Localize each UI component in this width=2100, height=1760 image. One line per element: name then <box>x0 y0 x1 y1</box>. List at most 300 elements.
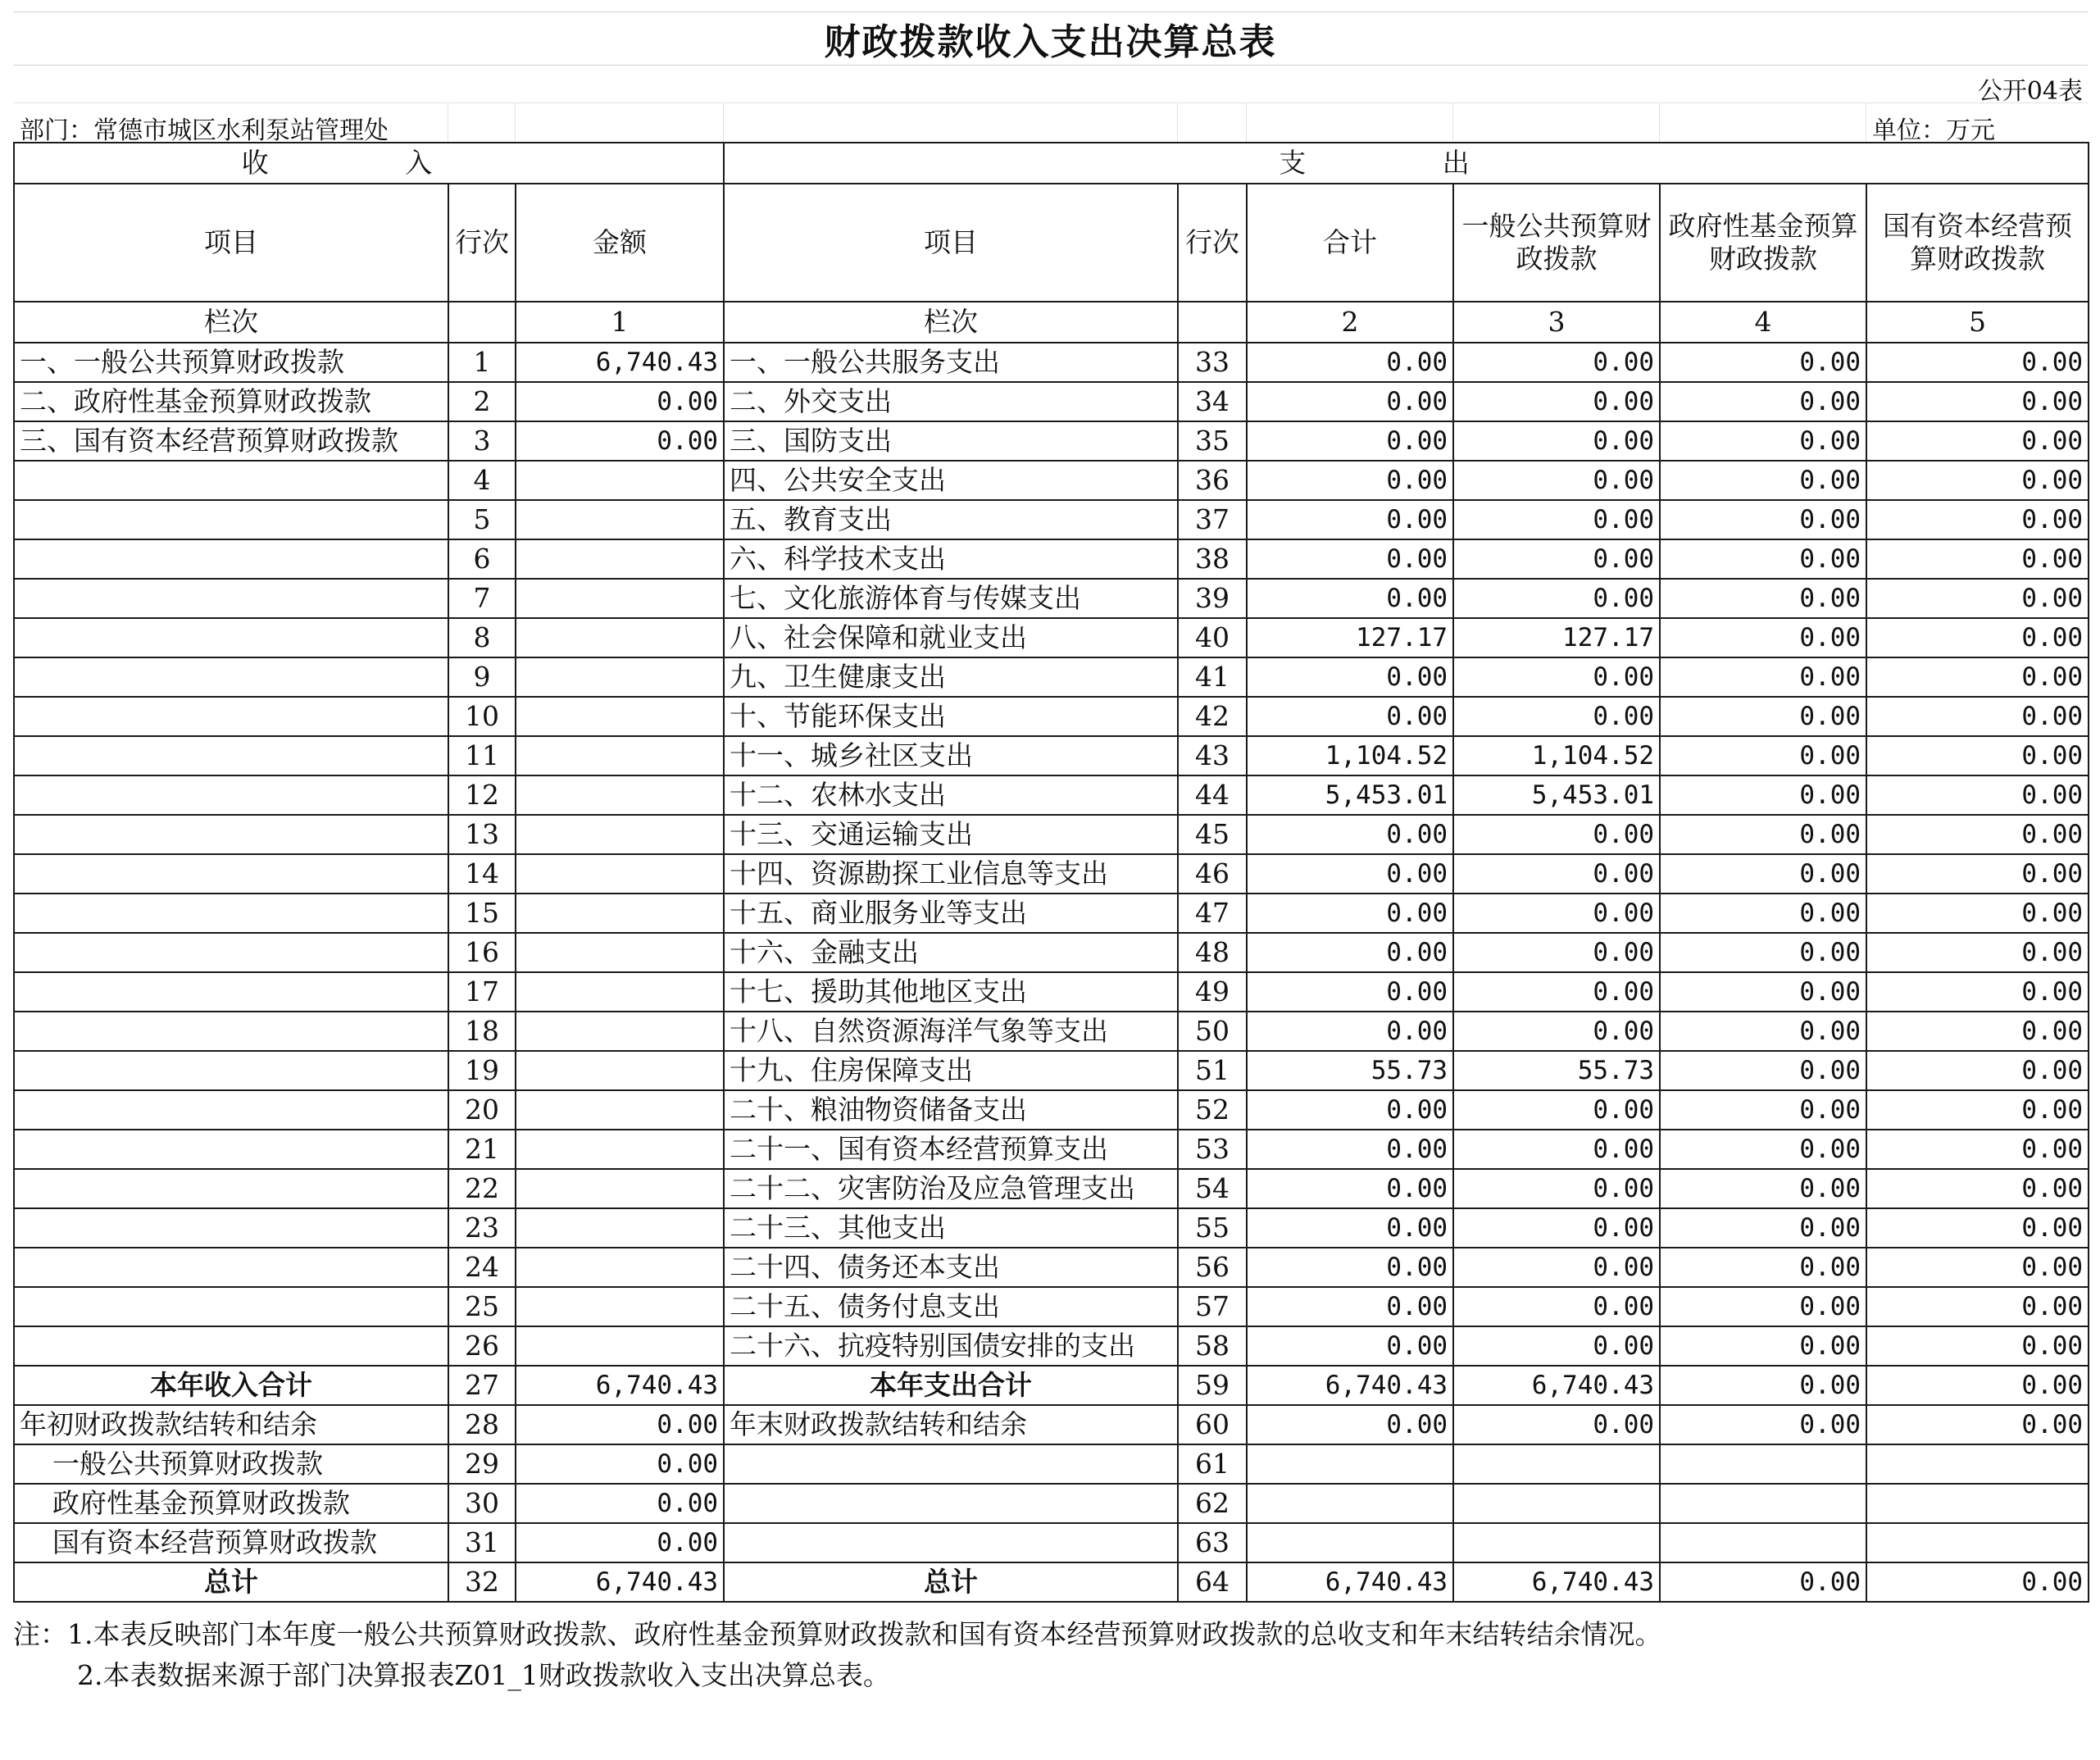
title-row <box>13 11 2088 66</box>
state-capital-cell: 0.00 <box>1866 500 2089 539</box>
general-budget-cell: 0.00 <box>1453 461 1660 500</box>
gridline <box>1177 103 1178 142</box>
income-item-cell <box>14 1248 448 1287</box>
income-row-number: 30 <box>448 1484 516 1523</box>
income-amount-cell <box>516 500 724 539</box>
state-capital-cell: 0.00 <box>1866 1248 2089 1287</box>
column-index-label: 栏次 <box>724 302 1178 343</box>
table-row <box>14 1169 2089 1208</box>
income-row-number: 20 <box>448 1090 516 1130</box>
column-index-label: 栏次 <box>14 302 448 343</box>
income-item-cell <box>14 461 448 500</box>
expense-item-cell: 二十二、灾害防治及应急管理支出 <box>724 1169 1178 1208</box>
table-row <box>14 382 2089 421</box>
expense-row-number: 42 <box>1178 697 1247 736</box>
income-row-number: 6 <box>448 539 516 579</box>
fund-budget-cell: 0.00 <box>1660 933 1866 972</box>
income-amount-cell <box>516 775 724 815</box>
fund-budget-cell: 0.00 <box>1660 500 1866 539</box>
income-item-cell: 年初财政拨款结转和结余 <box>14 1405 448 1444</box>
general-budget-cell <box>1453 1523 1660 1562</box>
income-item-cell <box>14 1130 448 1169</box>
table-row <box>14 1326 2089 1366</box>
state-capital-cell: 0.00 <box>1866 854 2089 894</box>
general-budget-cell: 0.00 <box>1453 500 1660 539</box>
state-capital-cell: 0.00 <box>1866 1169 2089 1208</box>
report-title: 财政拨款收入支出决算总表 <box>824 21 1277 63</box>
income-row-number: 26 <box>448 1326 516 1366</box>
expense-item-cell: 十一、城乡社区支出 <box>724 736 1178 775</box>
income-item-cell: 三、国有资本经营预算财政拨款 <box>14 421 448 461</box>
general-budget-cell: 0.00 <box>1453 933 1660 972</box>
income-item-cell <box>14 972 448 1012</box>
expense-total-cell: 0.00 <box>1247 1130 1453 1169</box>
fund-budget-cell: 0.00 <box>1660 854 1866 894</box>
income-item-cell <box>14 1208 448 1248</box>
expense-row-number: 57 <box>1178 1287 1247 1326</box>
expense-row-number: 51 <box>1178 1051 1247 1090</box>
col-header-state: 国有资本经营预算财政拨款 <box>1866 184 2089 302</box>
income-item-cell <box>14 539 448 579</box>
table-row <box>14 972 2089 1012</box>
state-capital-cell: 0.00 <box>1866 1562 2089 1602</box>
table-row <box>14 1523 2089 1562</box>
income-row-number: 4 <box>448 461 516 500</box>
income-item-cell <box>14 1326 448 1366</box>
table-row <box>14 815 2089 854</box>
expense-item-cell: 二十三、其他支出 <box>724 1208 1178 1248</box>
income-item-cell: 一、一般公共预算财政拨款 <box>14 343 448 382</box>
expense-item-cell: 四、公共安全支出 <box>724 461 1178 500</box>
expense-total-cell: 0.00 <box>1247 972 1453 1012</box>
general-budget-cell: 1,104.52 <box>1453 736 1660 775</box>
gridline <box>1246 103 1247 142</box>
table-row <box>14 1444 2089 1484</box>
empty-cell <box>448 302 516 343</box>
col-header-income-item: 项目 <box>14 184 448 302</box>
income-amount-cell <box>516 539 724 579</box>
gridline <box>1452 103 1453 142</box>
income-amount-cell <box>516 894 724 933</box>
expense-item-cell: 二、外交支出 <box>724 382 1178 421</box>
expense-row-number: 34 <box>1178 382 1247 421</box>
income-item-cell <box>14 1012 448 1051</box>
table-row <box>14 1012 2089 1051</box>
income-item-cell <box>14 854 448 894</box>
state-capital-cell: 0.00 <box>1866 933 2089 972</box>
fund-budget-cell: 0.00 <box>1660 1562 1866 1602</box>
state-capital-cell: 0.00 <box>1866 618 2089 657</box>
expense-item-cell: 二十四、债务还本支出 <box>724 1248 1178 1287</box>
income-item-cell: 总计 <box>14 1562 448 1602</box>
income-item-cell: 二、政府性基金预算财政拨款 <box>14 382 448 421</box>
expense-row-number: 48 <box>1178 933 1247 972</box>
expense-row-number: 62 <box>1178 1484 1247 1523</box>
expense-row-number: 40 <box>1178 618 1247 657</box>
expense-row-number: 59 <box>1178 1366 1247 1405</box>
expense-item-cell: 十、节能环保支出 <box>724 697 1178 736</box>
income-item-cell: 本年收入合计 <box>14 1366 448 1405</box>
expense-row-number: 39 <box>1178 579 1247 618</box>
table-row <box>14 618 2089 657</box>
income-row-number: 7 <box>448 579 516 618</box>
income-row-number: 32 <box>448 1562 516 1602</box>
note-1: 注：1.本表反映部门本年度一般公共预算财政拨款、政府性基金预算财政拨款和国有资本经营预算财政拨款的总收支和年末结转结余情况。 <box>13 1618 1662 1650</box>
income-amount-cell: 0.00 <box>516 1444 724 1484</box>
gridline <box>515 103 516 142</box>
income-item-cell <box>14 815 448 854</box>
expense-item-cell: 十八、自然资源海洋气象等支出 <box>724 1012 1178 1051</box>
expense-row-number: 47 <box>1178 894 1247 933</box>
table-row <box>14 1208 2089 1248</box>
general-budget-cell: 0.00 <box>1453 343 1660 382</box>
col-header-general: 一般公共预算财政拨款 <box>1453 184 1660 302</box>
department-label: 部门：常德市城区水利泵站管理处 <box>20 116 389 145</box>
income-row-number: 13 <box>448 815 516 854</box>
expense-total-cell: 0.00 <box>1247 461 1453 500</box>
expense-row-number: 35 <box>1178 421 1247 461</box>
general-budget-cell: 0.00 <box>1453 1248 1660 1287</box>
income-amount-cell <box>516 1090 724 1130</box>
section-header-row <box>14 143 2089 184</box>
expense-item-cell: 本年支出合计 <box>724 1366 1178 1405</box>
expense-total-cell: 0.00 <box>1247 697 1453 736</box>
table-row <box>14 657 2089 697</box>
general-budget-cell: 0.00 <box>1453 1012 1660 1051</box>
state-capital-cell: 0.00 <box>1866 343 2089 382</box>
table-row <box>14 1405 2089 1444</box>
fund-budget-cell <box>1660 1444 1866 1484</box>
expense-item-cell: 十六、金融支出 <box>724 933 1178 972</box>
income-item-cell <box>14 933 448 972</box>
form-number: 公开04表 <box>1977 77 2083 106</box>
expense-item-cell: 总计 <box>724 1562 1178 1602</box>
income-amount-cell: 6,740.43 <box>516 1366 724 1405</box>
income-row-number: 23 <box>448 1208 516 1248</box>
income-row-number: 24 <box>448 1248 516 1287</box>
empty-cell <box>1178 302 1247 343</box>
income-item-cell: 一般公共预算财政拨款 <box>14 1444 448 1484</box>
income-item-cell <box>14 1169 448 1208</box>
department-row <box>13 103 2088 145</box>
expense-row-number: 54 <box>1178 1169 1247 1208</box>
income-row-number: 25 <box>448 1287 516 1326</box>
fund-budget-cell: 0.00 <box>1660 382 1866 421</box>
fund-budget-cell: 0.00 <box>1660 736 1866 775</box>
col-header-income-row: 行次 <box>448 184 516 302</box>
expense-total-cell: 55.73 <box>1247 1051 1453 1090</box>
general-budget-cell: 55.73 <box>1453 1051 1660 1090</box>
income-row-number: 9 <box>448 657 516 697</box>
fund-budget-cell: 0.00 <box>1660 539 1866 579</box>
income-row-number: 17 <box>448 972 516 1012</box>
table-row <box>14 343 2089 382</box>
expense-row-number: 33 <box>1178 343 1247 382</box>
income-item-cell <box>14 736 448 775</box>
general-budget-cell: 0.00 <box>1453 421 1660 461</box>
state-capital-cell: 0.00 <box>1866 815 2089 854</box>
expense-total-cell: 0.00 <box>1247 1090 1453 1130</box>
state-capital-cell: 0.00 <box>1866 1208 2089 1248</box>
expense-total-cell: 0.00 <box>1247 1326 1453 1366</box>
fund-budget-cell: 0.00 <box>1660 618 1866 657</box>
table-row <box>14 697 2089 736</box>
general-budget-cell: 5,453.01 <box>1453 775 1660 815</box>
general-budget-cell: 0.00 <box>1453 1326 1660 1366</box>
expense-row-number: 41 <box>1178 657 1247 697</box>
expense-total-cell: 0.00 <box>1247 1012 1453 1051</box>
general-budget-cell: 0.00 <box>1453 815 1660 854</box>
expense-total-cell: 0.00 <box>1247 382 1453 421</box>
income-row-number: 29 <box>448 1444 516 1484</box>
income-item-cell <box>14 657 448 697</box>
expense-total-cell: 0.00 <box>1247 343 1453 382</box>
income-row-number: 14 <box>448 854 516 894</box>
expense-total-cell <box>1247 1484 1453 1523</box>
income-amount-cell <box>516 933 724 972</box>
expense-total-cell: 6,740.43 <box>1247 1562 1453 1602</box>
table-row <box>14 421 2089 461</box>
expense-total-cell: 6,740.43 <box>1247 1366 1453 1405</box>
gridline <box>723 103 724 142</box>
fund-budget-cell: 0.00 <box>1660 894 1866 933</box>
general-budget-cell: 0.00 <box>1453 1405 1660 1444</box>
notes <box>13 1614 2088 1696</box>
state-capital-cell: 0.00 <box>1866 1326 2089 1366</box>
income-amount-cell <box>516 618 724 657</box>
expense-item-cell: 六、科学技术支出 <box>724 539 1178 579</box>
expense-row-number: 46 <box>1178 854 1247 894</box>
column-index: 4 <box>1660 302 1866 343</box>
table-row <box>14 1484 2089 1523</box>
expense-total-cell: 0.00 <box>1247 539 1453 579</box>
income-amount-cell <box>516 1051 724 1090</box>
expense-row-number: 64 <box>1178 1562 1247 1602</box>
fund-budget-cell: 0.00 <box>1660 1051 1866 1090</box>
expense-item-cell <box>724 1523 1178 1562</box>
state-capital-cell: 0.00 <box>1866 657 2089 697</box>
expense-total-cell <box>1247 1444 1453 1484</box>
expense-item-cell: 八、社会保障和就业支出 <box>724 618 1178 657</box>
state-capital-cell: 0.00 <box>1866 894 2089 933</box>
expense-item-cell: 十三、交通运输支出 <box>724 815 1178 854</box>
income-amount-cell <box>516 657 724 697</box>
form-number-row <box>13 66 2088 106</box>
general-budget-cell: 0.00 <box>1453 382 1660 421</box>
general-budget-cell: 0.00 <box>1453 1090 1660 1130</box>
col-header-fund: 政府性基金预算财政拨款 <box>1660 184 1866 302</box>
table-row <box>14 539 2089 579</box>
expense-row-number: 52 <box>1178 1090 1247 1130</box>
income-row-number: 2 <box>448 382 516 421</box>
expense-total-cell: 0.00 <box>1247 1208 1453 1248</box>
fund-budget-cell: 0.00 <box>1660 697 1866 736</box>
income-item-cell <box>14 579 448 618</box>
unit-label: 单位：万元 <box>1872 116 1995 145</box>
fund-budget-cell: 0.00 <box>1660 972 1866 1012</box>
fund-budget-cell: 0.00 <box>1660 579 1866 618</box>
expense-total-cell: 127.17 <box>1247 618 1453 657</box>
fund-budget-cell: 0.00 <box>1660 1169 1866 1208</box>
expense-total-cell: 0.00 <box>1247 815 1453 854</box>
income-row-number: 19 <box>448 1051 516 1090</box>
fund-budget-cell: 0.00 <box>1660 1326 1866 1366</box>
expense-item-cell: 十五、商业服务业等支出 <box>724 894 1178 933</box>
expense-total-cell <box>1247 1523 1453 1562</box>
expense-total-cell: 0.00 <box>1247 933 1453 972</box>
expense-row-number: 37 <box>1178 500 1247 539</box>
expense-total-cell: 0.00 <box>1247 421 1453 461</box>
state-capital-cell: 0.00 <box>1866 1405 2089 1444</box>
state-capital-cell: 0.00 <box>1866 775 2089 815</box>
income-amount-cell <box>516 1326 724 1366</box>
income-row-number: 10 <box>448 697 516 736</box>
income-row-number: 12 <box>448 775 516 815</box>
income-item-cell <box>14 1287 448 1326</box>
expense-row-number: 58 <box>1178 1326 1247 1366</box>
column-index-row <box>14 302 2089 343</box>
income-amount-cell: 0.00 <box>516 382 724 421</box>
expense-total-cell: 0.00 <box>1247 854 1453 894</box>
fund-budget-cell: 0.00 <box>1660 343 1866 382</box>
gridline <box>1659 103 1660 142</box>
income-amount-cell: 6,740.43 <box>516 343 724 382</box>
income-amount-cell: 6,740.43 <box>516 1562 724 1602</box>
expense-total-cell: 0.00 <box>1247 894 1453 933</box>
fund-budget-cell <box>1660 1523 1866 1562</box>
general-budget-cell <box>1453 1484 1660 1523</box>
expense-item-cell <box>724 1484 1178 1523</box>
expense-item-cell: 二十六、抗疫特别国债安排的支出 <box>724 1326 1178 1366</box>
income-amount-cell <box>516 815 724 854</box>
table-row <box>14 1287 2089 1326</box>
income-row-number: 1 <box>448 343 516 382</box>
income-item-cell: 国有资本经营预算财政拨款 <box>14 1523 448 1562</box>
fund-budget-cell: 0.00 <box>1660 1090 1866 1130</box>
income-amount-cell <box>516 1169 724 1208</box>
col-header-expense-row: 行次 <box>1178 184 1247 302</box>
general-budget-cell: 0.00 <box>1453 1130 1660 1169</box>
column-index: 2 <box>1247 302 1453 343</box>
fund-budget-cell: 0.00 <box>1660 421 1866 461</box>
expense-item-cell: 二十一、国有资本经营预算支出 <box>724 1130 1178 1169</box>
expense-row-number: 53 <box>1178 1130 1247 1169</box>
fund-budget-cell: 0.00 <box>1660 657 1866 697</box>
state-capital-cell: 0.00 <box>1866 382 2089 421</box>
expense-item-cell: 三、国防支出 <box>724 421 1178 461</box>
income-row-number: 15 <box>448 894 516 933</box>
table-row <box>14 736 2089 775</box>
income-row-number: 31 <box>448 1523 516 1562</box>
general-budget-cell: 0.00 <box>1453 972 1660 1012</box>
expense-row-number: 50 <box>1178 1012 1247 1051</box>
expense-item-cell: 十二、农林水支出 <box>724 775 1178 815</box>
general-budget-cell: 0.00 <box>1453 539 1660 579</box>
general-budget-cell <box>1453 1444 1660 1484</box>
expense-total-cell: 0.00 <box>1247 1287 1453 1326</box>
state-capital-cell: 0.00 <box>1866 1130 2089 1169</box>
income-amount-cell: 0.00 <box>516 1523 724 1562</box>
column-index: 1 <box>516 302 724 343</box>
column-index: 5 <box>1866 302 2089 343</box>
expense-item-cell: 二十五、债务付息支出 <box>724 1287 1178 1326</box>
expense-total-cell: 0.00 <box>1247 1169 1453 1208</box>
general-budget-cell: 0.00 <box>1453 854 1660 894</box>
col-header-total: 合计 <box>1247 184 1453 302</box>
income-row-number: 3 <box>448 421 516 461</box>
expense-row-number: 45 <box>1178 815 1247 854</box>
column-index: 3 <box>1453 302 1660 343</box>
expense-item-cell: 年末财政拨款结转和结余 <box>724 1405 1178 1444</box>
general-budget-cell: 0.00 <box>1453 1287 1660 1326</box>
income-item-cell <box>14 775 448 815</box>
table-row <box>14 461 2089 500</box>
income-amount-cell: 0.00 <box>516 1484 724 1523</box>
expense-total-cell: 5,453.01 <box>1247 775 1453 815</box>
fund-budget-cell: 0.00 <box>1660 1287 1866 1326</box>
expense-total-cell: 0.00 <box>1247 1248 1453 1287</box>
state-capital-cell: 0.00 <box>1866 1012 2089 1051</box>
income-row-number: 27 <box>448 1366 516 1405</box>
general-budget-cell: 0.00 <box>1453 579 1660 618</box>
income-amount-cell <box>516 736 724 775</box>
expense-section-header: 支 出 <box>724 143 2089 184</box>
state-capital-cell: 0.00 <box>1866 579 2089 618</box>
col-header-expense-item: 项目 <box>724 184 1178 302</box>
income-amount-cell <box>516 461 724 500</box>
col-header-income-amount: 金额 <box>516 184 724 302</box>
expense-row-number: 44 <box>1178 775 1247 815</box>
expense-item-cell: 一、一般公共服务支出 <box>724 343 1178 382</box>
table-row <box>14 500 2089 539</box>
fund-budget-cell: 0.00 <box>1660 1405 1866 1444</box>
table-row <box>14 775 2089 815</box>
general-budget-cell: 6,740.43 <box>1453 1562 1660 1602</box>
table-row <box>14 1366 2089 1405</box>
general-budget-cell: 0.00 <box>1453 1208 1660 1248</box>
fund-budget-cell: 0.00 <box>1660 1208 1866 1248</box>
income-amount-cell <box>516 697 724 736</box>
expense-row-number: 63 <box>1178 1523 1247 1562</box>
general-budget-cell: 6,740.43 <box>1453 1366 1660 1405</box>
income-amount-cell <box>516 1287 724 1326</box>
expense-item-cell: 十九、住房保障支出 <box>724 1051 1178 1090</box>
fund-budget-cell: 0.00 <box>1660 775 1866 815</box>
general-budget-cell: 0.00 <box>1453 1169 1660 1208</box>
fund-budget-cell: 0.00 <box>1660 461 1866 500</box>
state-capital-cell: 0.00 <box>1866 539 2089 579</box>
income-row-number: 18 <box>448 1012 516 1051</box>
fund-budget-cell: 0.00 <box>1660 815 1866 854</box>
state-capital-cell <box>1866 1444 2089 1484</box>
general-budget-cell: 127.17 <box>1453 618 1660 657</box>
expense-row-number: 43 <box>1178 736 1247 775</box>
income-amount-cell: 0.00 <box>516 421 724 461</box>
state-capital-cell: 0.00 <box>1866 1051 2089 1090</box>
fund-budget-cell: 0.00 <box>1660 1130 1866 1169</box>
income-item-cell <box>14 697 448 736</box>
income-item-cell: 政府性基金预算财政拨款 <box>14 1484 448 1523</box>
state-capital-cell <box>1866 1523 2089 1562</box>
fund-budget-cell <box>1660 1484 1866 1523</box>
table-row <box>14 1562 2089 1602</box>
state-capital-cell: 0.00 <box>1866 461 2089 500</box>
state-capital-cell: 0.00 <box>1866 421 2089 461</box>
income-amount-cell <box>516 579 724 618</box>
state-capital-cell: 0.00 <box>1866 1366 2089 1405</box>
fund-budget-cell: 0.00 <box>1660 1012 1866 1051</box>
table-row <box>14 1130 2089 1169</box>
